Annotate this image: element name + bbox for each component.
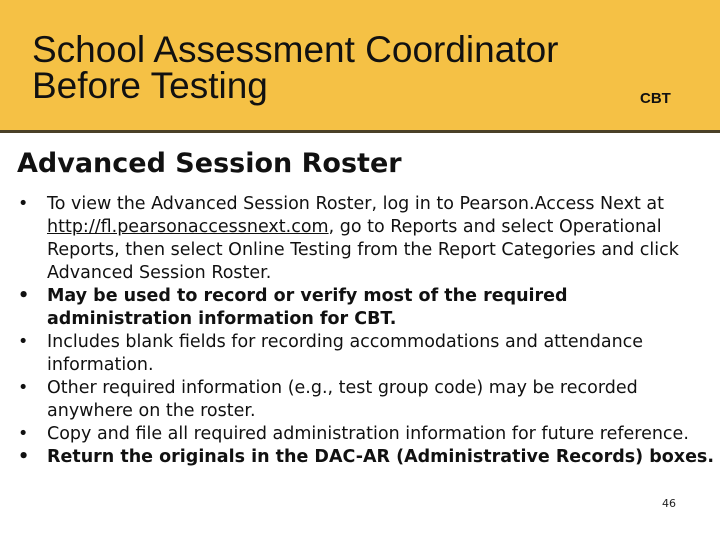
bullet-list	[18, 193, 718, 469]
bullet-item: • Other required information (e.g., test group code) may be recorded anywhere on the roster.	[18, 377, 718, 423]
bullet-text: , go to Reports and select Operational Reports, then select Online Testing from the Report Categories and click Advanced Session Roster.	[47, 217, 679, 283]
bullet-item	[18, 193, 718, 285]
pearson-access-link[interactable]: http://fl.pearsonaccessnext.com	[47, 217, 329, 237]
slide-title-line-1: School Assessment Coordinator	[32, 29, 559, 70]
bullet-item: • Return the originals in the DAC-AR (Administrative Records) boxes.	[18, 446, 718, 469]
slide-title-line-2: Before Testing	[32, 65, 268, 106]
cbt-tag: CBT	[640, 90, 671, 107]
bullet-text: To view the Advanced Session Roster, log in to Pearson.Access Next at	[47, 194, 664, 214]
slide-title	[32, 29, 559, 106]
bullet-item: • Includes blank fields for recording accommodations and attendance information.	[18, 331, 718, 377]
slide-header	[0, 0, 720, 133]
bullet-item: • May be used to record or verify most of the required administration information for CBT.	[18, 285, 718, 331]
section-title: Advanced Session Roster	[17, 148, 402, 179]
slide-number: 46	[662, 497, 676, 510]
bullet-item: • Copy and file all required administration information for future reference.	[18, 423, 718, 446]
